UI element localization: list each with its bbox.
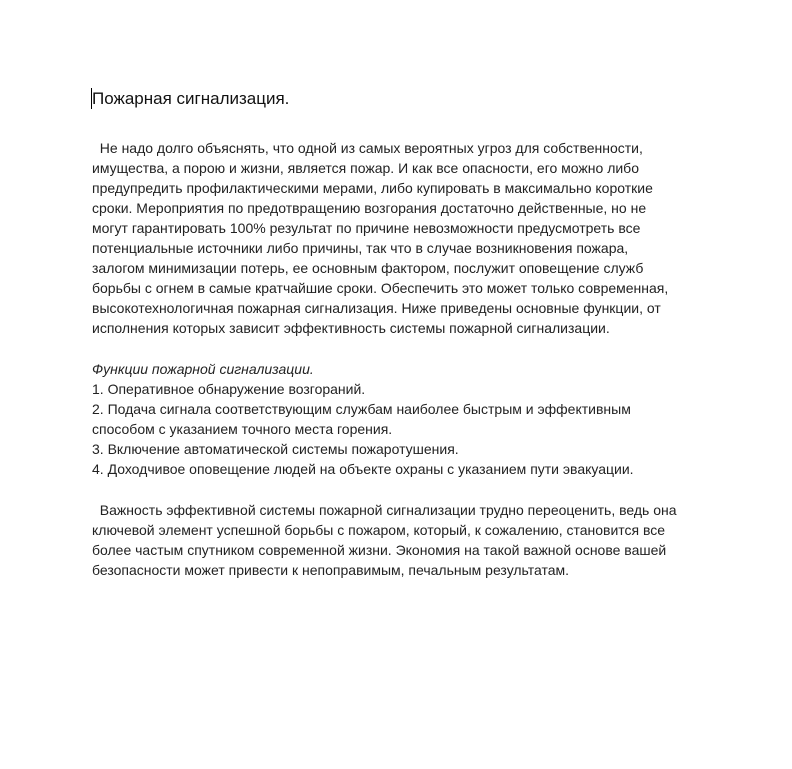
- intro-line: сроки. Мероприятия по предотвращению возгорания достаточно действенные, но не: [92, 200, 647, 216]
- functions-heading[interactable]: Функции пожарной сигнализации.: [92, 361, 314, 377]
- intro-line: борьбы с огнем в самые кратчайшие сроки. Обеспечить это может только современная,: [92, 280, 669, 296]
- page-title[interactable]: Пожарная сигнализация.: [92, 89, 290, 108]
- list-item: 1. Оперативное обнаружение возгораний.: [92, 381, 366, 397]
- intro-line: могут гарантировать 100% результат по причине невозможности предусмотреть все: [92, 220, 641, 236]
- conclusion-line: Важность эффективной системы пожарной сигнализации трудно переоценить, ведь она: [92, 502, 677, 518]
- intro-paragraph[interactable]: [92, 138, 668, 338]
- intro-line: имущества, а порою и жизни, является пожар. И как все опасности, его можно либо: [92, 160, 639, 176]
- list-item: 4. Доходчивое оповещение людей на объекте охраны с указанием пути эвакуации.: [92, 461, 634, 477]
- intro-line: предупредить профилактическими мерами, либо купировать в максимально короткие: [92, 180, 653, 196]
- list-item: 3. Включение автоматической системы пожаротушения.: [92, 441, 459, 457]
- intro-line: исполнения которых зависит эффективность системы пожарной сигнализации.: [92, 320, 610, 336]
- intro-line: потенциальные источники либо причины, так что в случае возникновения пожара,: [92, 240, 629, 256]
- list-item: способом с указанием точного места горения.: [92, 421, 393, 437]
- conclusion-paragraph[interactable]: [92, 500, 677, 580]
- conclusion-line: ключевой элемент успешной борьбы с пожаром, который, к сожалению, становится все: [92, 522, 666, 538]
- functions-list[interactable]: [92, 379, 634, 479]
- intro-line: залогом минимизации потерь, ее основным фактором, послужит оповещение служб: [92, 260, 644, 276]
- list-item: 2. Подача сигнала соответствующим службам наиболее быстрым и эффективным: [92, 401, 631, 417]
- intro-line: высокотехнологичная пожарная сигнализация. Ниже приведены основные функции, от: [92, 300, 661, 316]
- conclusion-line: безопасности может привести к непоправимым, печальным результатам.: [92, 562, 570, 578]
- intro-line: Не надо долго объяснять, что одной из самых вероятных угроз для собственности,: [92, 140, 643, 156]
- conclusion-line: более частым спутником современной жизни. Экономия на такой важной основе вашей: [92, 542, 667, 558]
